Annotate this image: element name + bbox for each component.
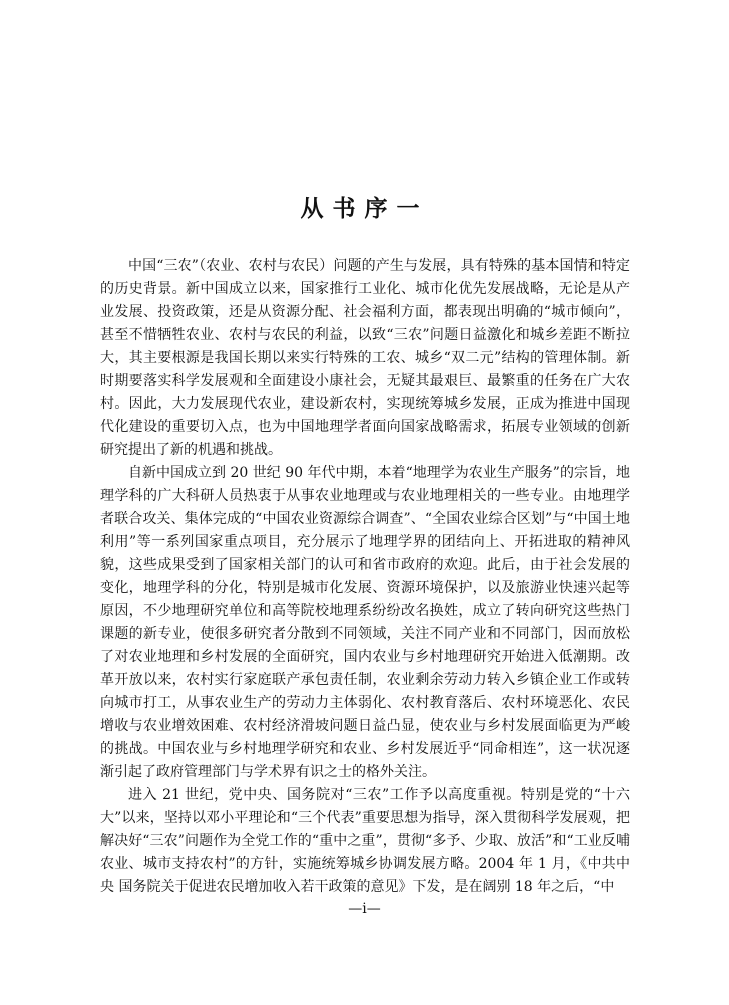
page-title: 从书序一 bbox=[300, 195, 429, 222]
paragraph-2: 自新中国成立到 20 世纪 90 年代中期，本着“地理学为农业生产服务”的宗旨，地理学科的广大科研人员热衷于从事农业地理或与农业地理相关的一些专业。由地理学者联合攻关、集体完成的“中国农业资源综合调查”、“全国农业综合区划”与“中国土地利用”等一系列国家重点项目，充分展示了地理学界的团结向上、开拓进取的精神风貌，这些成果受到了国家相关部门的认可和省市政府的欢迎。此后，由于社会发展的变化，地理学科的分化，特别是城市化发展、资源环境保护，以及旅游业快速兴起等原因，不少地理研究单位和高等院校地理系纷纷改名换姓，成立了转向研究这些热门课题的新专业，使很多研究者分散到不同领域，关注不同产业和不同部门，因而放松了对农业地理和乡村发展的全面研究，国内农业与乡村地理研究开始进入低潮期。改革开放以来，农村实行家庭联产承包责任制，农业剩余劳动力转入乡镇企业工作或转向城市打工，从事农业生产的劳动力主体弱化、农村教育落后、农村环境恶化、农民增收与农业增效困难、农村经济滑坡问题日益凸显，使农业与乡村发展面临更为严峻的挑战。中国农业与乡村地理学研究和农业、乡村发展近乎“同命相连”，这一状况逐渐引起了政府管理部门与学术界有识之士的格外关注。 bbox=[100, 465, 630, 780]
paragraph-3: 进入 21 世纪，党中央、国务院对“三农”工作予以高度重视。特别是党的“十六大”以来，坚持以邓小平理论和“三个代表”重要思想为指导，深入贯彻科学发展观，把解决好“三农”问题作为全党工作的“重中之重”，贯彻“多予、少取、放活”和“工业反哺农业、城市支持农村”的方针，实施统筹城乡协调发展方略。2004 年 1 月，《中共中央 国务院关于促进农民增加收入若干政策的意见》下发，是在阔别 18 年之后，“中 bbox=[100, 787, 630, 895]
page-number: —i— bbox=[348, 901, 381, 917]
body-text bbox=[100, 255, 630, 899]
paragraph-1: 中国“三农”（农业、农村与农民）问题的产生与发展，具有特殊的基本国情和特定的历史背景。新中国成立以来，国家推行工业化、城市化优先发展战略，无论是从产业发展、投资政策，还是从资源分配、社会福利方面，都表现出明确的“城市倾向”，甚至不惜牺牲农业、农村与农民的利益，以致“三农”问题日益激化和城乡差距不断拉大，其主要根源是我国长期以来实行特殊的工农、城乡“双二元”结构的管理体制。新时期要落实科学发展观和全面建设小康社会，无疑其最艰巨、最繁重的任务在广大农村。因此，大力发展现代农业，建设新农村，实现统筹城乡发展，正成为推进中国现代化建设的重要切入点，也为中国地理学者面向国家战略需求，拓展专业领域的创新研究提出了新的机遇和挑战。 bbox=[100, 258, 630, 458]
